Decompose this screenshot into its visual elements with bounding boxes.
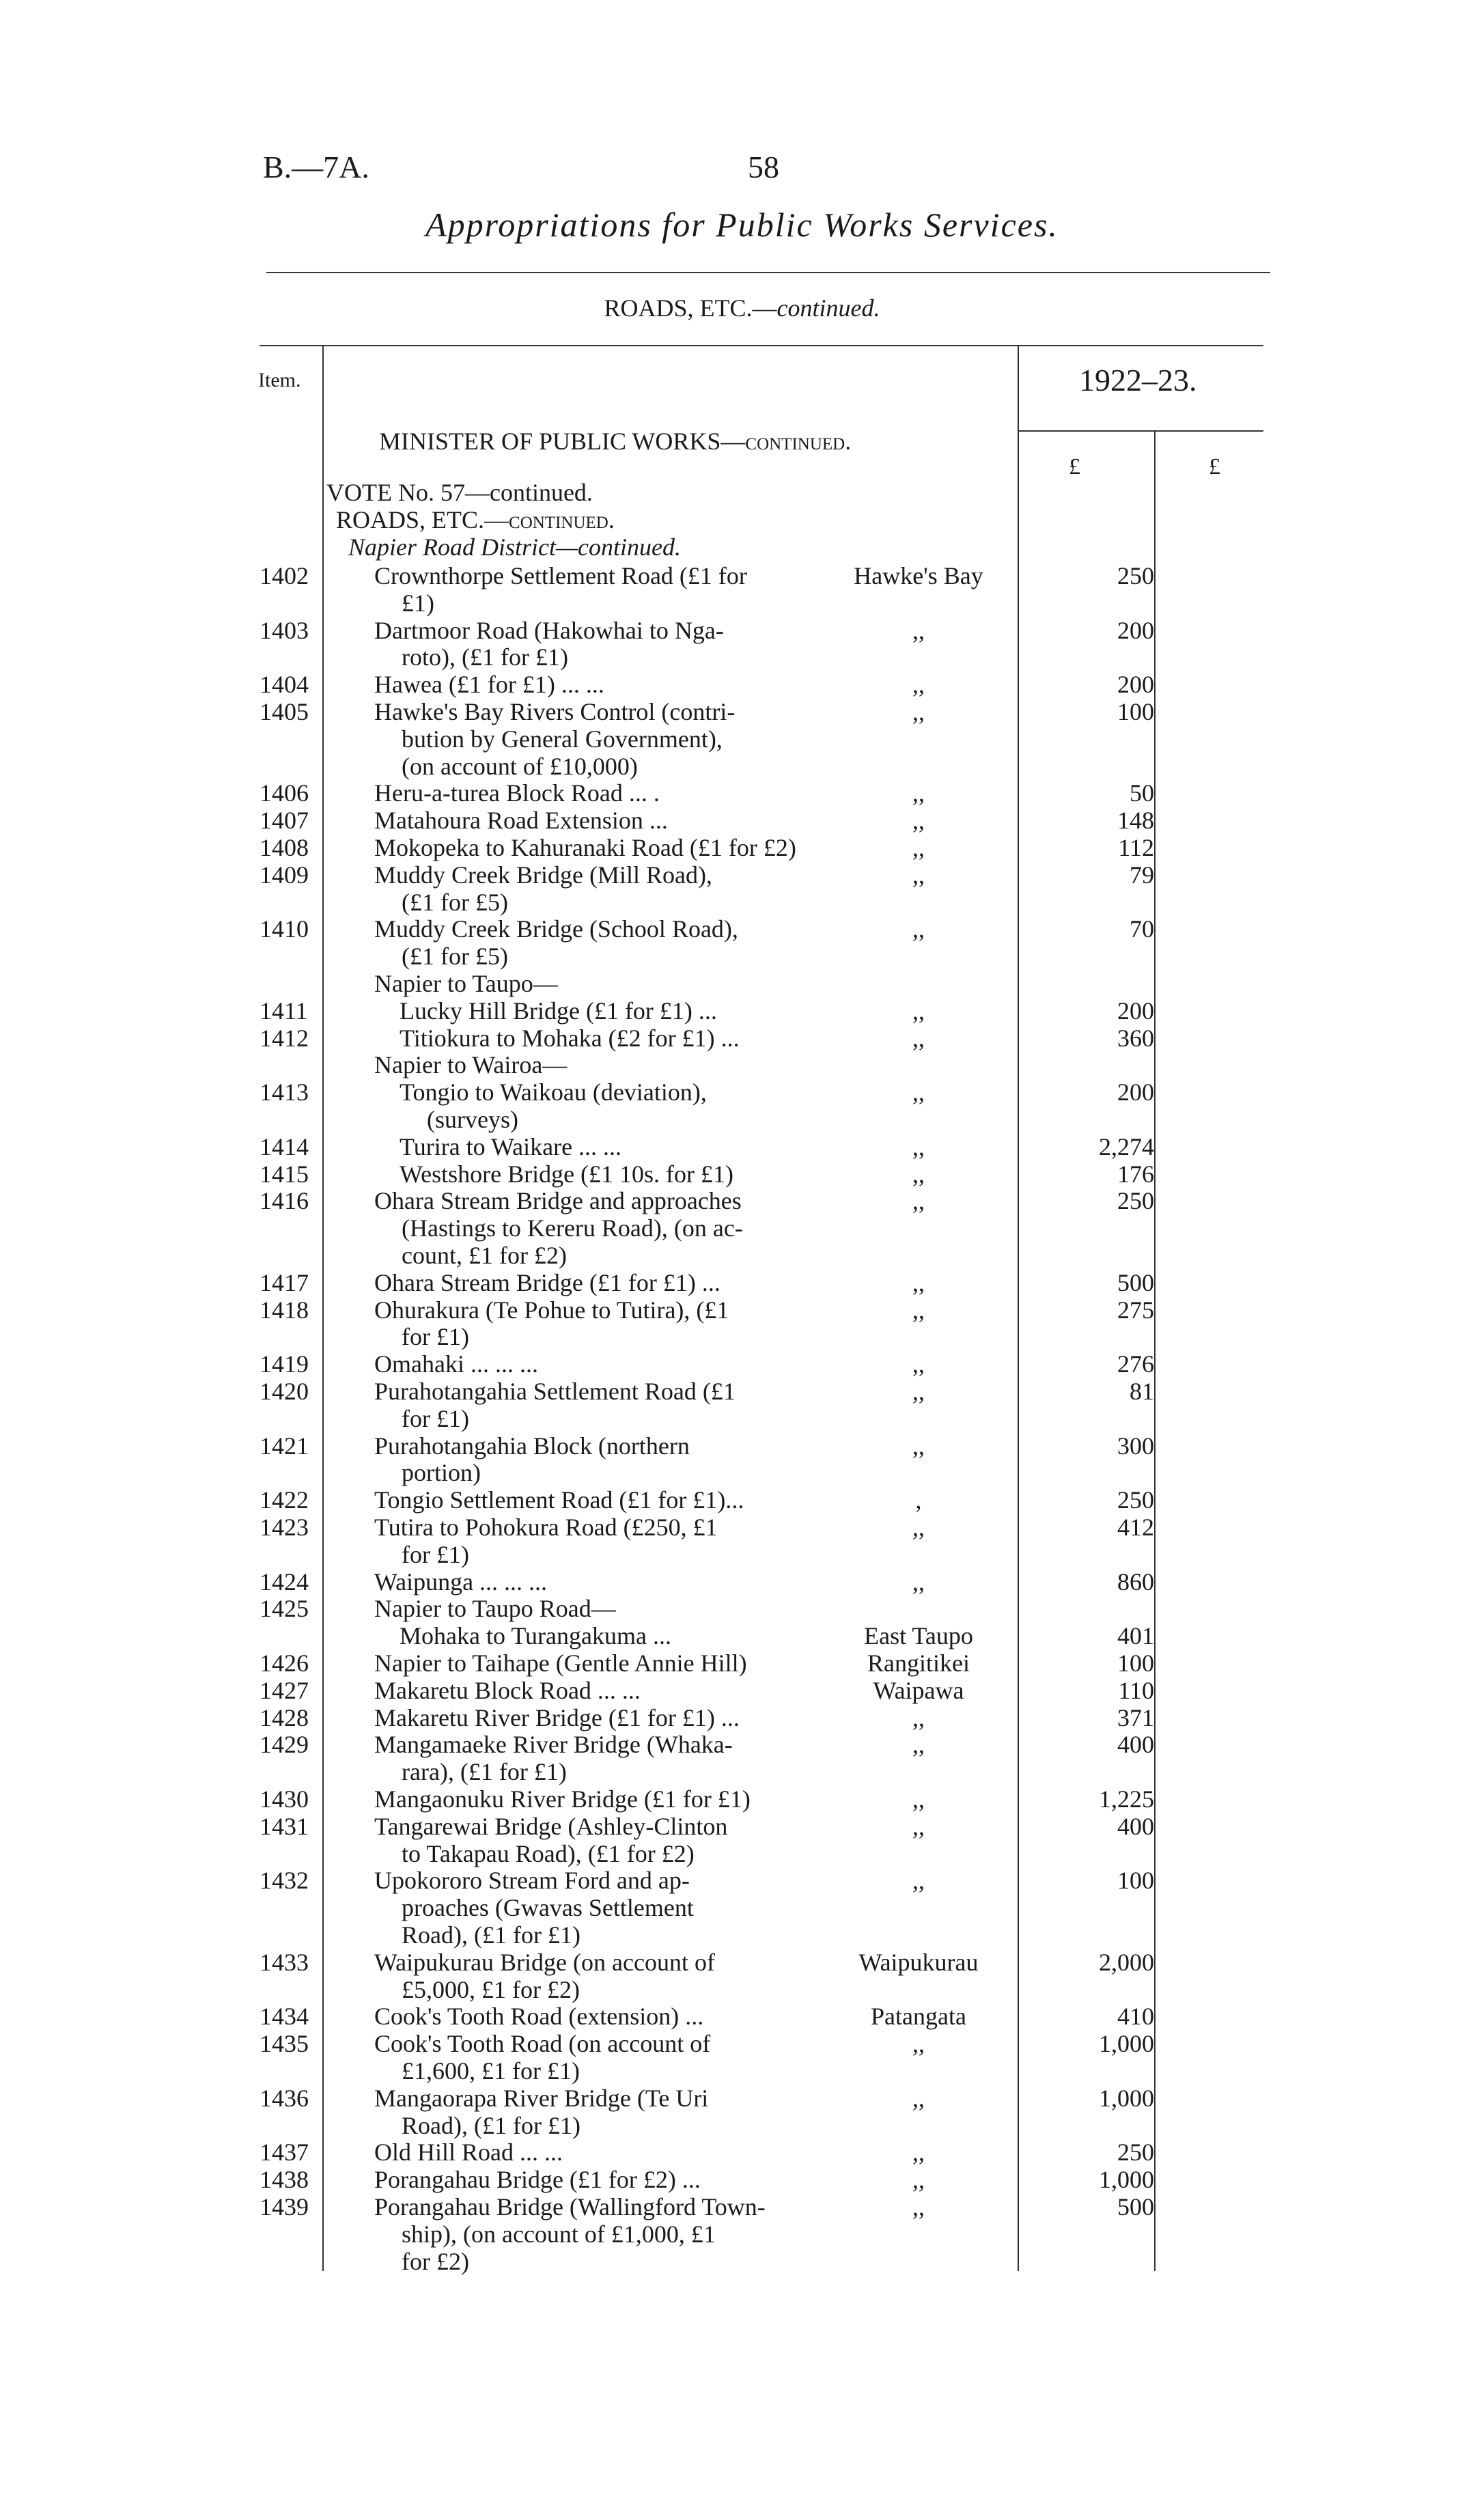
item-description: for £1): [402, 1540, 469, 1568]
amount-value: 110: [1118, 1676, 1154, 1704]
item-description: Upokororo Stream Ford and ap-: [374, 1867, 690, 1895]
table-row: [0, 2192, 1484, 2220]
table-row: [0, 2029, 1484, 2057]
page-title: Appropriations for Public Works Services.: [425, 206, 1059, 244]
district-name: ,,: [912, 2193, 925, 2220]
table-row: [0, 1730, 1484, 1757]
item-number: 1419: [260, 1350, 309, 1378]
amount-value: 100: [1117, 1649, 1154, 1677]
table-row: [0, 1296, 1484, 1323]
item-column-header: Item.: [258, 369, 301, 391]
year-column-header: 1922–23.: [1079, 363, 1197, 398]
item-description: Purahotangahia Settlement Road (£1: [374, 1378, 736, 1405]
item-description: Mangaorapa River Bridge (Te Uri: [374, 2084, 709, 2112]
item-number: 1435: [260, 2030, 309, 2058]
item-description: ship), (on account of £1,000, £1: [402, 2220, 716, 2248]
district-name: ,,: [912, 997, 925, 1025]
item-number: 1423: [260, 1514, 309, 1541]
table-row-continuation: [0, 1241, 1484, 1268]
table-row-continuation: [0, 752, 1484, 779]
district-name: ,,: [912, 807, 925, 835]
amount-value: 860: [1117, 1568, 1154, 1596]
subtitle-italic: continued.: [776, 294, 880, 322]
amount-value: 410: [1117, 2003, 1154, 2031]
item-description: Mokopeka to Kahuranaki Road (£1 for £2): [374, 834, 796, 861]
item-description: count, £1 for £2): [402, 1242, 567, 1269]
item-description: Crownthorpe Settlement Road (£1 for: [374, 562, 747, 589]
item-number: 1426: [260, 1649, 309, 1677]
item-description: £1,600, £1 for £1): [402, 2057, 580, 2085]
amount-value: 176: [1117, 1160, 1154, 1188]
table-top-rule: [260, 345, 1263, 346]
district-name: ,,: [912, 1132, 925, 1160]
table-row: [0, 1785, 1484, 1812]
item-description: Hawea (£1 for £1) ... ...: [374, 671, 604, 699]
amount-value: 360: [1117, 1024, 1154, 1052]
amount-value: 200: [1117, 1078, 1154, 1106]
district-name: Patangata: [871, 2003, 966, 2031]
table-row: [0, 1866, 1484, 1893]
district-name: ,,: [912, 1160, 925, 1188]
table-row-continuation: [0, 888, 1484, 915]
subtitle-main: ROADS, ETC.—: [604, 294, 777, 322]
item-description: Mangamaeke River Bridge (Whaka-: [374, 1731, 733, 1759]
item-description: Tongio to Waikoau (deviation),: [400, 1078, 707, 1106]
item-description: Mohaka to Turangakuma ...: [400, 1622, 671, 1650]
item-number: 1402: [260, 562, 309, 589]
district-name: Waipukurau: [858, 1948, 979, 1976]
item-number: 1404: [260, 671, 309, 699]
item-number: 1405: [260, 698, 309, 725]
table-row: [0, 779, 1484, 806]
item-description: Dartmoor Road (Hakowhai to Nga-: [374, 616, 724, 644]
item-description: Makaretu River Bridge (£1 for £1) ...: [374, 1703, 740, 1731]
item-number: 1411: [260, 997, 308, 1025]
amount-value: 250: [1117, 2139, 1154, 2167]
district-name: ,,: [912, 1785, 925, 1813]
item-number: 1439: [260, 2193, 309, 2220]
table-row-continuation: [0, 1105, 1484, 1132]
district-name: ,,: [912, 2166, 925, 2194]
item-number: 1431: [260, 1812, 309, 1840]
item-number: 1416: [260, 1187, 309, 1215]
amount-value: 412: [1117, 1514, 1154, 1541]
district-name: ,,: [912, 1432, 925, 1460]
table-row: [0, 1513, 1484, 1540]
item-number: 1422: [260, 1486, 309, 1514]
district-name: ,: [915, 1486, 922, 1514]
table-row: [0, 1132, 1484, 1160]
item-description: Westshore Bridge (£1 10s. for £1): [400, 1160, 734, 1188]
item-description: for £1): [402, 1323, 469, 1351]
item-description: Ohara Stream Bridge and approaches: [374, 1187, 742, 1215]
item-description: for £2): [402, 2247, 469, 2275]
table-row: [0, 1024, 1484, 1051]
table-row: [0, 1377, 1484, 1404]
item-number: 1433: [260, 1948, 309, 1976]
amount-value: 200: [1117, 616, 1154, 644]
amount-value: 50: [1130, 779, 1154, 807]
item-description: Tangarewai Bridge (Ashley-Clinton: [374, 1812, 728, 1840]
item-number: 1428: [260, 1703, 309, 1731]
amount-value: 2,274: [1099, 1132, 1154, 1160]
item-description: portion): [402, 1459, 481, 1487]
table-row: [0, 1568, 1484, 1595]
item-number: 1430: [260, 1785, 309, 1813]
item-description: to Takapau Road), (£1 for £2): [402, 1839, 695, 1867]
amount-value: 112: [1118, 834, 1154, 861]
item-number: 1413: [260, 1078, 309, 1106]
table-row: [0, 997, 1484, 1024]
item-description: Tutira to Pohokura Road (£250, £1: [374, 1514, 718, 1541]
table-row-continuation: [0, 1322, 1484, 1350]
district-name: ,,: [912, 861, 925, 889]
table-row: [0, 2084, 1484, 2111]
item-description: Napier to Taupo—: [374, 970, 558, 997]
item-description: roto), (£1 for £1): [402, 643, 568, 671]
amount-value: 276: [1117, 1350, 1154, 1378]
item-description: Omahaki ... ... ...: [374, 1350, 538, 1378]
item-number: 1434: [260, 2003, 309, 2031]
item-description: Titiokura to Mohaka (£2 for £1) ...: [400, 1024, 740, 1052]
item-description: Matahoura Road Extension ...: [374, 807, 668, 835]
item-description: Lucky Hill Bridge (£1 for £1) ...: [400, 997, 717, 1025]
table-row-continuation: [0, 1458, 1484, 1486]
district-name: ,,: [912, 671, 925, 699]
item-number: 1417: [260, 1268, 309, 1296]
amount-value: 2,000: [1099, 1948, 1154, 1976]
amount-value: 250: [1117, 1486, 1154, 1514]
pound-header-left: £: [1069, 454, 1080, 479]
table-row: [0, 1186, 1484, 1214]
district-name: ,,: [912, 1350, 925, 1378]
district-name: ,,: [912, 834, 925, 861]
item-number: 1403: [260, 616, 309, 644]
item-description: £5,000, £1 for £2): [402, 1975, 580, 2003]
roads-heading: ROADS, ETC.—continued.: [336, 506, 615, 533]
district-name: East Taupo: [864, 1622, 973, 1650]
item-description: Cook's Tooth Road (extension) ...: [374, 2003, 704, 2031]
table-row: [0, 1948, 1484, 1975]
amount-value: 401: [1117, 1622, 1154, 1650]
table-row-continuation: [0, 1214, 1484, 1241]
amount-value: 1,000: [1099, 2084, 1154, 2112]
table-row: [0, 697, 1484, 725]
amount-value: 200: [1117, 997, 1154, 1025]
amount-value: 371: [1117, 1703, 1154, 1731]
item-description: Mangaonuku River Bridge (£1 for £1): [374, 1785, 751, 1813]
item-number: 1425: [260, 1595, 309, 1623]
item-description: £1): [402, 589, 434, 617]
amount-value: 250: [1117, 1187, 1154, 1215]
table-row: [0, 1160, 1484, 1187]
amount-value: 250: [1117, 562, 1154, 589]
district-name: ,,: [912, 915, 925, 943]
item-description: Cook's Tooth Road (on account of: [374, 2030, 711, 2058]
table-row: [0, 2138, 1484, 2165]
year-header-rule: [1018, 430, 1263, 432]
item-number: 1421: [260, 1432, 309, 1460]
item-description: (surveys): [427, 1106, 518, 1133]
table-row-continuation: [0, 643, 1484, 670]
district-name: ,,: [912, 1078, 925, 1106]
amount-value: 1,000: [1099, 2166, 1154, 2194]
district-name: ,,: [912, 1568, 925, 1596]
item-description: bution by General Government),: [402, 725, 723, 753]
title-divider: [266, 272, 1270, 273]
item-description: Purahotangahia Block (northern: [374, 1432, 690, 1460]
amount-value: 70: [1130, 915, 1154, 943]
table-row-continuation: [0, 1921, 1484, 1948]
table-row-continuation: [0, 1757, 1484, 1785]
item-description: Waipukurau Bridge (on account of: [374, 1948, 715, 1976]
item-description: Road), (£1 for £1): [402, 2111, 580, 2139]
amount-value: 500: [1117, 1268, 1154, 1296]
table-row: [0, 1812, 1484, 1839]
item-description: (£1 for £5): [402, 888, 508, 916]
minister-heading: MINISTER OF PUBLIC WORKS—continued.: [379, 428, 852, 455]
item-number: 1420: [260, 1378, 309, 1405]
table-row-continuation: [0, 1975, 1484, 2003]
table-row-continuation: [0, 2111, 1484, 2139]
district-name: ,,: [912, 1378, 925, 1405]
table-row: [0, 1621, 1484, 1649]
item-description: Hawke's Bay Rivers Control (contri-: [374, 698, 736, 725]
amount-value: 300: [1117, 1432, 1154, 1460]
district-name: ,,: [912, 1514, 925, 1541]
item-number: 1406: [260, 779, 309, 807]
item-description: (Hastings to Kereru Road), (on ac-: [402, 1214, 743, 1242]
item-description: Napier to Wairoa—: [374, 1051, 568, 1079]
table-row: [0, 670, 1484, 697]
table-row-continuation: [0, 1540, 1484, 1568]
item-description: Road), (£1 for £1): [402, 1921, 580, 1949]
amount-value: 79: [1130, 861, 1154, 889]
vote-heading: VOTE No. 57—continued.: [326, 479, 593, 506]
district-name: ,,: [912, 1296, 925, 1324]
item-number: 1412: [260, 1024, 309, 1052]
pound-header-right: £: [1209, 454, 1220, 479]
item-number: 1427: [260, 1676, 309, 1704]
item-number: 1407: [260, 807, 309, 835]
table-row-continuation: [0, 1839, 1484, 1867]
item-number: 1429: [260, 1731, 309, 1759]
item-description: Napier to Taupo Road—: [374, 1595, 616, 1623]
table-row: [0, 1078, 1484, 1105]
district-name: ,,: [912, 698, 925, 725]
table-row: [0, 1676, 1484, 1703]
table-row-continuation: [0, 1893, 1484, 1921]
amount-value: 275: [1117, 1296, 1154, 1324]
amount-value: 100: [1117, 698, 1154, 725]
table-row: [0, 1432, 1484, 1459]
district-name: ,,: [912, 1731, 925, 1759]
table-row-continuation: [0, 1404, 1484, 1432]
district-name: Rangitikei: [867, 1649, 970, 1677]
item-description: Napier to Taihape (Gentle Annie Hill): [374, 1649, 747, 1677]
item-description: Ohara Stream Bridge (£1 for £1) ...: [374, 1268, 720, 1296]
amount-value: 400: [1117, 1812, 1154, 1840]
item-number: 1415: [260, 1160, 309, 1188]
table-row-continuation: [0, 942, 1484, 969]
table-row: [0, 1649, 1484, 1676]
amount-value: 1,225: [1099, 1785, 1154, 1813]
page-number: 58: [748, 150, 779, 184]
item-number: 1408: [260, 834, 309, 861]
district-name: ,,: [912, 1867, 925, 1895]
document-code: B.—7A.: [263, 150, 369, 184]
table-row: [0, 1703, 1484, 1731]
district-heading: Napier Road District—continued.: [348, 533, 681, 561]
district-name: Hawke's Bay: [854, 562, 983, 589]
table-row: [0, 861, 1484, 888]
amount-value: 1,000: [1099, 2030, 1154, 2058]
amount-value: 148: [1117, 807, 1154, 835]
table-row: [0, 833, 1484, 861]
item-description: Porangahau Bridge (£1 for £2) ...: [374, 2166, 701, 2194]
table-row-continuation: [0, 2220, 1484, 2247]
table-row: [0, 915, 1484, 942]
item-description: Tongio Settlement Road (£1 for £1)...: [374, 1486, 744, 1514]
item-description: proaches (Gwavas Settlement: [402, 1894, 694, 1922]
item-number: 1414: [260, 1132, 309, 1160]
table-row: [0, 806, 1484, 833]
district-name: ,,: [912, 1812, 925, 1840]
item-description: Ohurakura (Te Pohue to Tutira), (£1: [374, 1296, 729, 1324]
amount-value: 500: [1117, 2193, 1154, 2220]
item-number: 1437: [260, 2139, 309, 2167]
item-description: Waipunga ... ... ...: [374, 1568, 548, 1596]
district-name: ,,: [912, 1187, 925, 1215]
item-description: Muddy Creek Bridge (School Road),: [374, 915, 738, 943]
item-description: Makaretu Block Road ... ...: [374, 1676, 641, 1704]
district-name: ,,: [912, 1703, 925, 1731]
district-name: ,,: [912, 616, 925, 644]
item-description: (on account of £10,000): [402, 752, 638, 780]
table-row-continuation: [0, 2057, 1484, 2084]
item-number: 1418: [260, 1296, 309, 1324]
district-name: ,,: [912, 1268, 925, 1296]
district-name: ,,: [912, 779, 925, 807]
table-row: [0, 1486, 1484, 1513]
amount-value: 81: [1130, 1378, 1154, 1405]
item-description: Heru-a-turea Block Road ... .: [374, 779, 660, 807]
item-number: 1424: [260, 1568, 309, 1596]
table-row: [0, 561, 1484, 589]
amount-value: 400: [1117, 1731, 1154, 1759]
table-row: [0, 2002, 1484, 2029]
table-row: [0, 1050, 1484, 1078]
district-name: Waipawa: [873, 1676, 964, 1704]
item-number: 1432: [260, 1867, 309, 1895]
item-description: Turira to Waikare ... ...: [400, 1132, 622, 1160]
table-row: [0, 1350, 1484, 1377]
district-name: ,,: [912, 2084, 925, 2112]
table-row: [0, 969, 1484, 997]
table-row: [0, 616, 1484, 643]
item-description: Muddy Creek Bridge (Mill Road),: [374, 861, 712, 889]
section-subtitle: [0, 294, 1484, 322]
item-description: rara), (£1 for £1): [402, 1758, 567, 1786]
item-number: 1410: [260, 915, 309, 943]
district-name: ,,: [912, 1024, 925, 1052]
table-row: [0, 1268, 1484, 1296]
amount-value: 100: [1117, 1867, 1154, 1895]
item-description: Porangahau Bridge (Wallingford Town-: [374, 2193, 766, 2220]
table-row-continuation: [0, 2247, 1484, 2274]
item-description: Old Hill Road ... ...: [374, 2139, 563, 2167]
table-row: [0, 1594, 1484, 1621]
item-number: 1409: [260, 861, 309, 889]
table-row-continuation: [0, 589, 1484, 616]
table-row: [0, 2165, 1484, 2192]
item-description: (£1 for £5): [402, 943, 508, 971]
table-row-continuation: [0, 725, 1484, 752]
item-number: 1436: [260, 2084, 309, 2112]
district-name: ,,: [912, 2139, 925, 2167]
item-number: 1438: [260, 2166, 309, 2194]
district-name: ,,: [912, 2030, 925, 2058]
item-description: for £1): [402, 1404, 469, 1432]
amount-value: 200: [1117, 671, 1154, 699]
